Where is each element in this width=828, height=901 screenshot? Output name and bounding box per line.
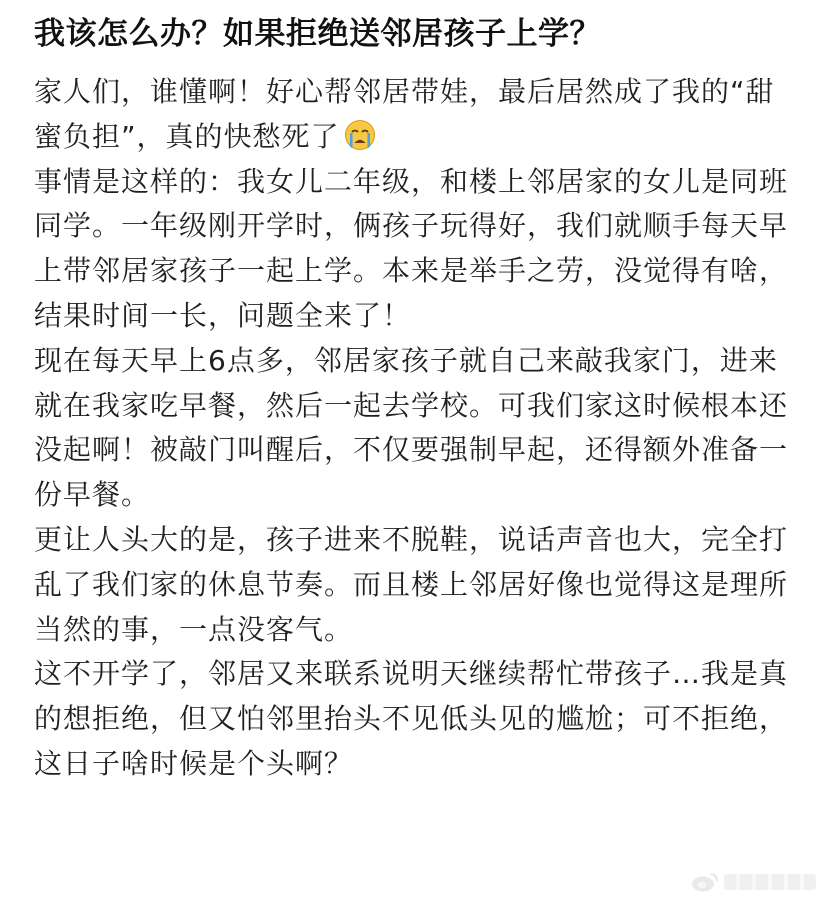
post-paragraph-1-text: 家人们，谁懂啊！好心帮邻居带娃，最后居然成了我的“甜蜜负担”，真的快愁死了	[34, 75, 775, 153]
post-paragraph-5: 这不开学了，邻居又来联系说明天继续帮忙带孩子…我是真的想拒绝，但又怕邻里抬头不见低头见的尴尬；可不拒绝，这日子啥时候是个头啊？	[34, 657, 789, 780]
post-title: 我该怎么办？如果拒绝送邻居孩子上学？	[34, 16, 601, 52]
crying-face-icon	[344, 119, 376, 151]
post-paragraph-2: 事情是这样的：我女儿二年级，和楼上邻居家的女儿是同班同学。一年级刚开学时，俩孩子玩得好，我们就顺手每天早上带邻居家孩子一起上学。本来是举手之劳，没觉得有啥，结果时间一长，问题全来了！	[34, 164, 789, 332]
weibo-logo-icon	[690, 871, 720, 893]
post-paragraph-4: 更让人头大的是，孩子进来不脱鞋，说话声音也大，完全打乱了我们家的休息节奏。而且楼上邻居好像也觉得这是理所当然的事，一点没客气。	[34, 522, 789, 646]
post-body	[34, 70, 802, 787]
watermark	[690, 869, 816, 895]
post-paragraph-3: 现在每天早上6点多，邻居家孩子就自己来敲我家门，进来就在我家吃早餐，然后一起去学校。可我们家这时候根本还没起啊！被敲门叫醒后，不仅要强制早起，还得额外准备一份早餐。	[34, 343, 789, 512]
watermark-handle	[724, 874, 816, 890]
post-paragraph-1	[34, 70, 802, 160]
